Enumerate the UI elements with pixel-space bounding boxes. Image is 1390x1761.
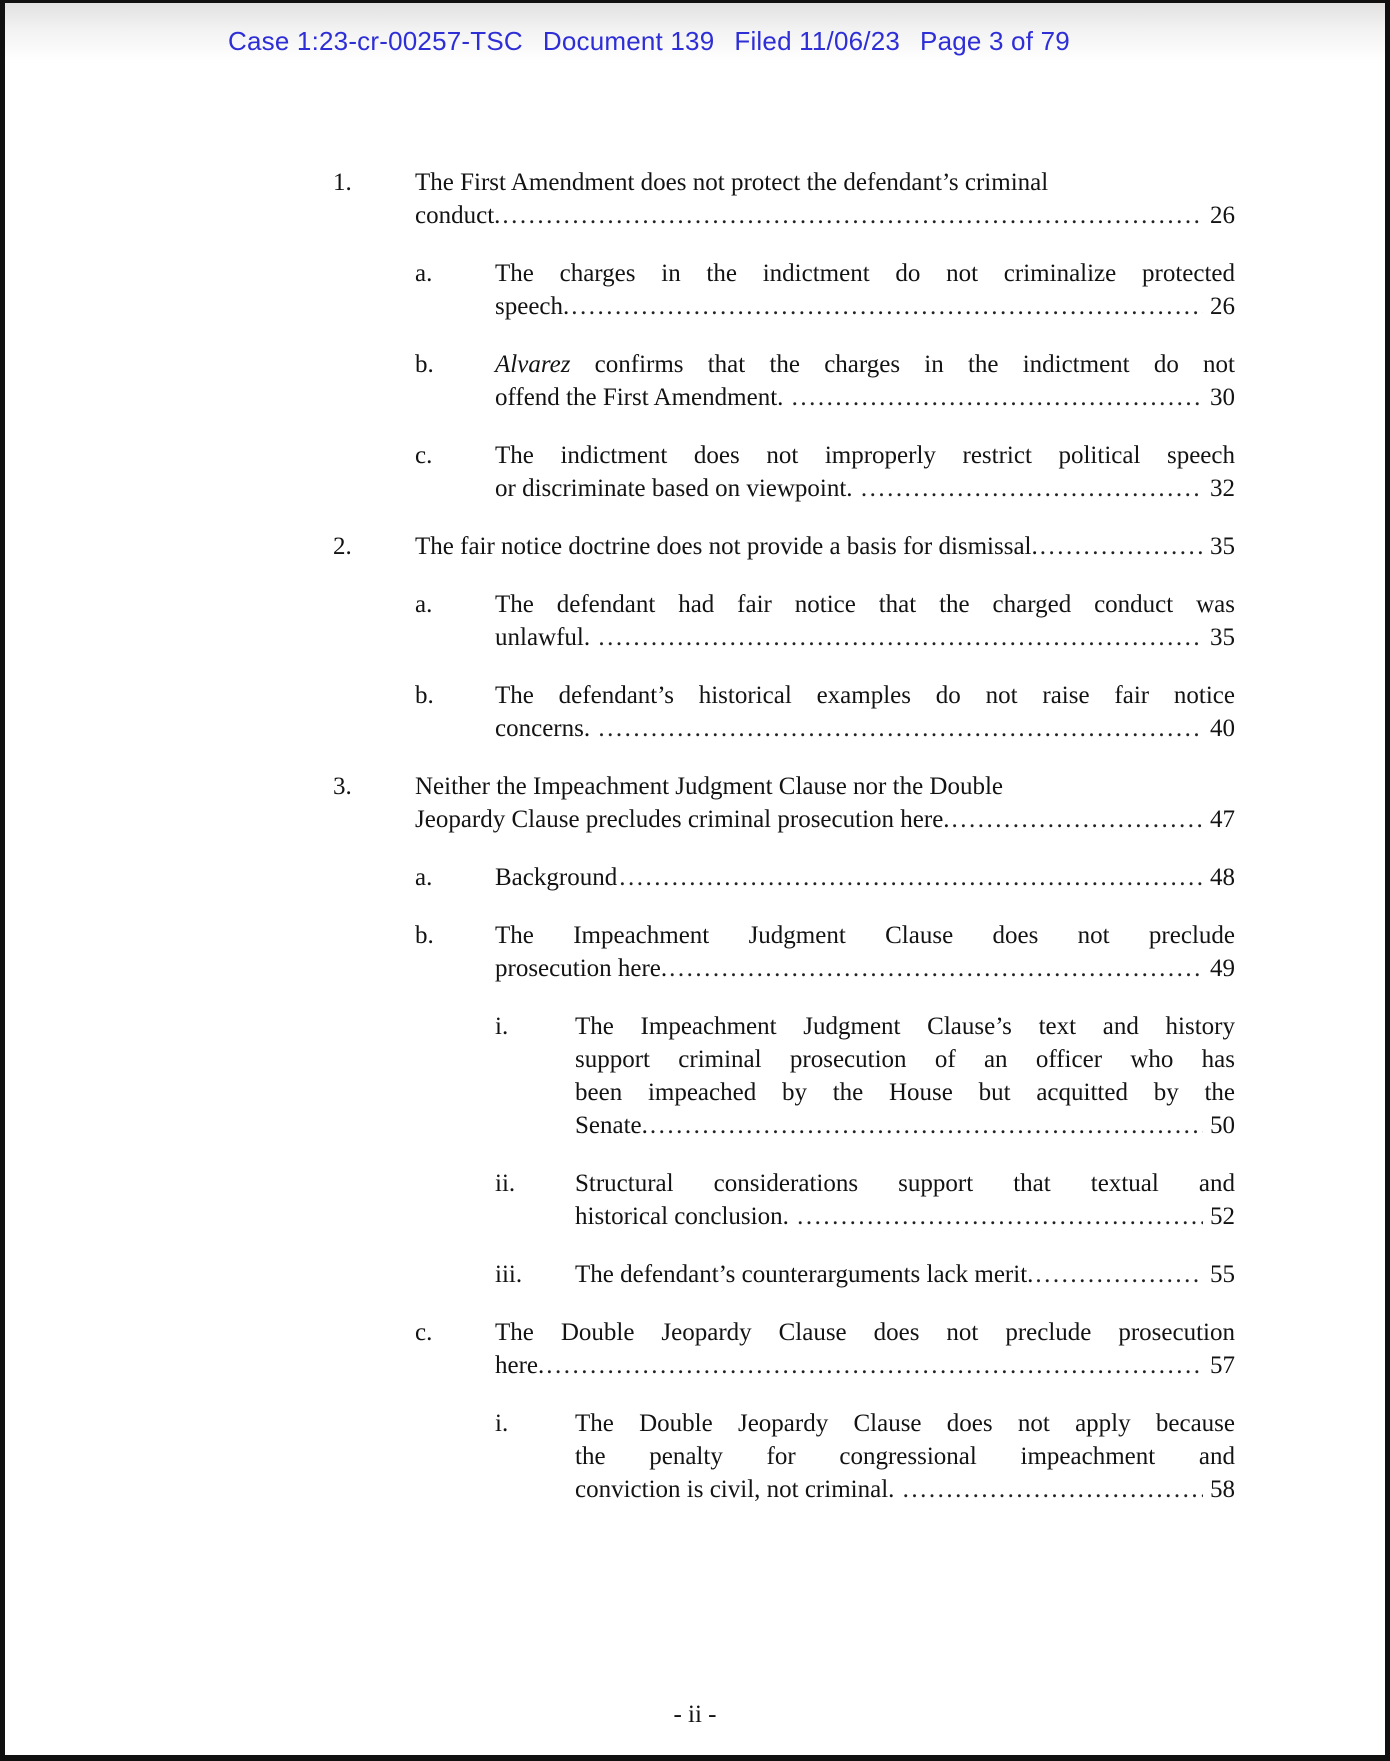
toc-entry-pagenum: 40 [1210, 715, 1235, 742]
toc-entry-label: a. [415, 260, 433, 287]
case-header-stamp [228, 26, 1070, 57]
toc-entry-body [415, 530, 1235, 563]
toc-entry-line: The charges in the indictment do not criminalize protected [495, 260, 1235, 287]
toc-entry-lastline [575, 1200, 1235, 1233]
toc-entry-body [575, 1167, 1235, 1233]
toc-entry-body [575, 1010, 1235, 1142]
toc-entry-label: c. [415, 442, 433, 469]
toc-entry [333, 1316, 1235, 1382]
toc-entry-label: 1. [333, 169, 352, 196]
toc-entry-text: conduct. [415, 202, 501, 229]
case-name-italic: Alvarez [495, 351, 571, 378]
toc-entry-pagenum: 32 [1210, 475, 1235, 502]
toc-entry-lastline [495, 381, 1235, 414]
toc-entry-lastline [415, 530, 1235, 563]
toc-entry-body [575, 1258, 1235, 1291]
dot-leader [797, 1200, 1203, 1233]
toc-entry-lastline [575, 1258, 1235, 1291]
toc-entry [333, 1407, 1235, 1506]
toc-entry-pagenum: 35 [1210, 533, 1235, 560]
toc-entry-text: The fair notice doctrine does not provide a basis for dismissal. [415, 533, 1038, 560]
toc-entry [333, 439, 1235, 505]
toc-entry-line: The indictment does not improperly restrict political speech [495, 442, 1235, 469]
toc-entry-label: ii. [495, 1170, 516, 1197]
toc-entry-pagenum: 50 [1210, 1112, 1235, 1139]
toc-entry-label: 2. [333, 533, 352, 560]
toc-entry-text: Background [495, 864, 618, 891]
page-number-footer [5, 1701, 1385, 1729]
toc-entry-lastline [495, 712, 1235, 745]
stamp-segment: Page 3 of 79 [920, 26, 1070, 56]
toc-entry [333, 257, 1235, 323]
toc-entry-body [495, 919, 1235, 985]
toc-entry-line: The defendant had fair notice that the charged conduct was [495, 591, 1235, 618]
toc-entry-pagenum: 52 [1210, 1203, 1235, 1230]
toc-entry-pagenum: 26 [1210, 293, 1235, 320]
toc-entry [333, 919, 1235, 985]
dot-leader [598, 712, 1203, 745]
dot-leader [669, 952, 1203, 985]
toc-entry-lastline [495, 1349, 1235, 1382]
stamp-segment: Case 1:23-cr-00257-TSC [228, 26, 523, 56]
dot-leader [1040, 530, 1203, 563]
toc-entry-label: a. [415, 864, 433, 891]
toc-entry-pagenum: 26 [1210, 202, 1235, 229]
toc-entry-label: b. [415, 682, 434, 709]
dot-leader [546, 1349, 1203, 1382]
toc-entry-lastline [575, 1473, 1235, 1506]
toc-entry-text: concerns. [495, 715, 597, 742]
toc-entry-lastline [495, 952, 1235, 985]
toc-entry-text: offend the First Amendment. [495, 384, 790, 411]
dot-leader [903, 1473, 1203, 1506]
page-number-label: - ii - [673, 1701, 717, 1728]
toc-entry-body [495, 1316, 1235, 1382]
toc-entry-line: the penalty for congressional impeachment and [575, 1443, 1235, 1470]
toc-entry-line: The Double Jeopardy Clause does not preclude prosecution [495, 1319, 1235, 1346]
toc-entry-body [495, 861, 1235, 894]
stamp-segment: Filed 11/06/23 [734, 26, 901, 56]
toc-entry-body [495, 348, 1235, 414]
toc-entry-line: The Double Jeopardy Clause does not apply because [575, 1410, 1235, 1437]
toc-entry-pagenum: 55 [1210, 1261, 1235, 1288]
toc-entry-lastline [415, 199, 1235, 232]
toc-entry-body [495, 439, 1235, 505]
toc-entry [333, 588, 1235, 654]
toc-entry-lastline [415, 803, 1235, 836]
toc-entry-text: The defendant’s counterarguments lack merit. [575, 1261, 1034, 1288]
toc-entry-label: b. [415, 351, 434, 378]
stamp-segment: Document 139 [542, 26, 715, 56]
toc-entry-text: or discriminate based on viewpoint. [495, 475, 859, 502]
toc-entry-label: 3. [333, 773, 352, 800]
dot-leader [598, 621, 1203, 654]
toc-entry [333, 1010, 1235, 1142]
toc-entry-text: Senate. [575, 1112, 648, 1139]
toc-entry-pagenum: 49 [1210, 955, 1235, 982]
toc-entry-body [495, 588, 1235, 654]
toc-entry-text: here. [495, 1352, 545, 1379]
toc-entry-body [495, 679, 1235, 745]
dot-leader [502, 199, 1203, 232]
toc-entry-body [575, 1407, 1235, 1506]
toc-entry-line: Structural considerations support that textual and [575, 1170, 1235, 1197]
toc-entry-text: speech. [495, 293, 570, 320]
toc-entry-line: Alvarez confirms that the charges in the indictment do not [495, 351, 1235, 378]
toc-entry-text: prosecution here. [495, 955, 668, 982]
toc-entry-body [495, 257, 1235, 323]
toc-entry-label: i. [495, 1013, 509, 1040]
toc-entry-pagenum: 47 [1210, 806, 1235, 833]
toc-entry-label: iii. [495, 1261, 523, 1288]
toc-entry-lastline [495, 472, 1235, 505]
dot-leader [792, 381, 1203, 414]
dot-leader [861, 472, 1203, 505]
toc-entry-body [415, 770, 1235, 836]
toc-entry-text: historical conclusion. [575, 1203, 796, 1230]
toc-entry [333, 348, 1235, 414]
toc-entry [333, 770, 1235, 836]
toc-entry-text: Jeopardy Clause precludes criminal prosecution here. [415, 806, 950, 833]
toc-entry-pagenum: 57 [1210, 1352, 1235, 1379]
toc-entry [333, 861, 1235, 894]
toc-entry-line: The First Amendment does not protect the defendant’s criminal [415, 169, 1049, 196]
dot-leader [952, 803, 1203, 836]
toc-entry [333, 166, 1235, 232]
toc-entry-line: support criminal prosecution of an officer who has [575, 1046, 1235, 1073]
toc-entry-line: been impeached by the House but acquitted by the [575, 1079, 1235, 1106]
toc-entry-line: The defendant’s historical examples do not raise fair notice [495, 682, 1235, 709]
toc-entry-body [415, 166, 1235, 232]
dot-leader [650, 1109, 1203, 1142]
dot-leader [619, 861, 1203, 894]
toc-entry-lastline [495, 290, 1235, 323]
toc-entry [333, 530, 1235, 563]
toc-entry [333, 1167, 1235, 1233]
dot-leader [571, 290, 1203, 323]
toc-entry-pagenum: 35 [1210, 624, 1235, 651]
toc-entry-line: The Impeachment Judgment Clause’s text and history [575, 1013, 1235, 1040]
toc-entry-label: i. [495, 1410, 509, 1437]
toc-entry-label: b. [415, 922, 434, 949]
toc-entry-label: a. [415, 591, 433, 618]
toc-entry-pagenum: 30 [1210, 384, 1235, 411]
toc-entry-lastline [575, 1109, 1235, 1142]
toc-entry-line: The Impeachment Judgment Clause does not preclude [495, 922, 1235, 949]
dot-leader [1035, 1258, 1203, 1291]
toc-entry-text: unlawful. [495, 624, 597, 651]
toc-entry-lastline [495, 861, 1235, 894]
toc-entry [333, 679, 1235, 745]
toc-entry-pagenum: 48 [1210, 864, 1235, 891]
toc-entry [333, 1258, 1235, 1291]
table-of-contents [333, 166, 1235, 1531]
toc-entry-pagenum: 58 [1210, 1476, 1235, 1503]
toc-entry-lastline [495, 621, 1235, 654]
toc-entry-text: conviction is civil, not criminal. [575, 1476, 901, 1503]
toc-entry-label: c. [415, 1319, 433, 1346]
toc-entry-line: Neither the Impeachment Judgment Clause nor the Double [415, 773, 1004, 800]
